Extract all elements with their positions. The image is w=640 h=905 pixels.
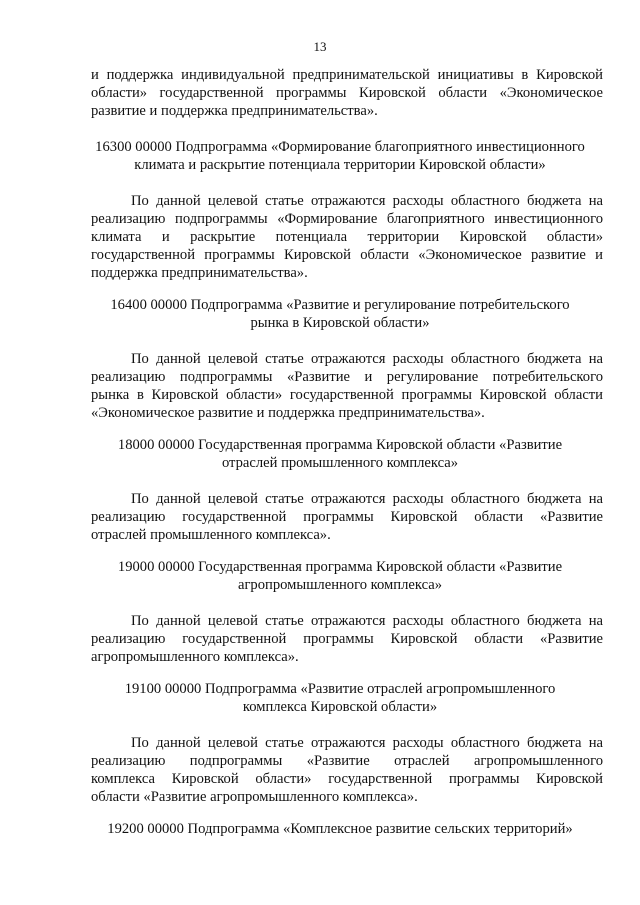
paragraph-line: По данной целевой статье отражаются расходы областного бюджета на bbox=[131, 613, 603, 629]
paragraph-line: «Экономическое развитие и поддержка предпринимательства». bbox=[91, 405, 485, 421]
paragraph-line: По данной целевой статье отражаются расходы областного бюджета на bbox=[131, 735, 603, 751]
heading-line: климата и раскрытие потенциала территории Кировской области» bbox=[134, 157, 546, 173]
heading-line: 19000 00000 Государственная программа Кировской области «Развитие bbox=[117, 559, 563, 575]
paragraph-line: рынка в Кировской области» государственной программы Кировской области bbox=[91, 387, 603, 403]
paragraph-line: реализацию подпрограммы «Формирование благоприятного инвестиционного bbox=[91, 211, 603, 227]
paragraph-line: реализацию подпрограммы «Развитие и регулирование потребительского bbox=[91, 369, 603, 385]
heading-line: 16400 00000 Подпрограмма «Развитие и регулирование потребительского bbox=[110, 297, 570, 313]
heading-line: агропромышленного комплекса» bbox=[237, 577, 443, 593]
paragraph-line: области «Развитие агропромышленного комплекса». bbox=[91, 789, 418, 805]
paragraph-line: реализацию подпрограммы «Развитие отраслей агропромышленного bbox=[91, 753, 603, 769]
paragraph-line: реализацию государственной программы Кировской области «Развитие bbox=[91, 631, 603, 647]
page-number: 13 bbox=[313, 39, 327, 54]
paragraph-line: реализацию государственной программы Кировской области «Развитие bbox=[91, 509, 603, 525]
paragraph-line: климата и раскрытие потенциала территории Кировской области» bbox=[91, 229, 603, 245]
heading-line: 19100 00000 Подпрограмма «Развитие отраслей агропромышленного bbox=[124, 681, 556, 697]
heading-line: 18000 00000 Государственная программа Кировской области «Развитие bbox=[117, 437, 563, 453]
paragraph-line: По данной целевой статье отражаются расходы областного бюджета на bbox=[131, 491, 603, 507]
heading-line: 16300 00000 Подпрограмма «Формирование благоприятного инвестиционного bbox=[95, 139, 585, 155]
paragraph-line: По данной целевой статье отражаются расходы областного бюджета на bbox=[131, 351, 603, 367]
paragraph-line: государственной программы Кировской области «Экономическое развитие и bbox=[91, 247, 603, 263]
paragraph-line: комплекса Кировской области» государственной программы Кировской bbox=[91, 771, 603, 787]
heading-line: отраслей промышленного комплекса» bbox=[221, 455, 459, 471]
paragraph-line: развитие и поддержка предпринимательства». bbox=[91, 103, 378, 119]
paragraph-line: поддержка предпринимательства». bbox=[91, 265, 308, 281]
paragraph-line: и поддержка индивидуальной предпринимательской инициативы в Кировской bbox=[91, 67, 603, 83]
paragraph-line: отраслей промышленного комплекса». bbox=[91, 527, 331, 543]
paragraph-line: По данной целевой статье отражаются расходы областного бюджета на bbox=[131, 193, 603, 209]
paragraph-line: агропромышленного комплекса». bbox=[91, 649, 299, 665]
heading-line: рынка в Кировской области» bbox=[250, 315, 430, 331]
heading-line: 19200 00000 Подпрограмма «Комплексное развитие сельских территорий» bbox=[107, 821, 573, 837]
paragraph-line: области» государственной программы Кировской области «Экономическое bbox=[91, 85, 603, 101]
heading-line: комплекса Кировской области» bbox=[242, 699, 438, 715]
